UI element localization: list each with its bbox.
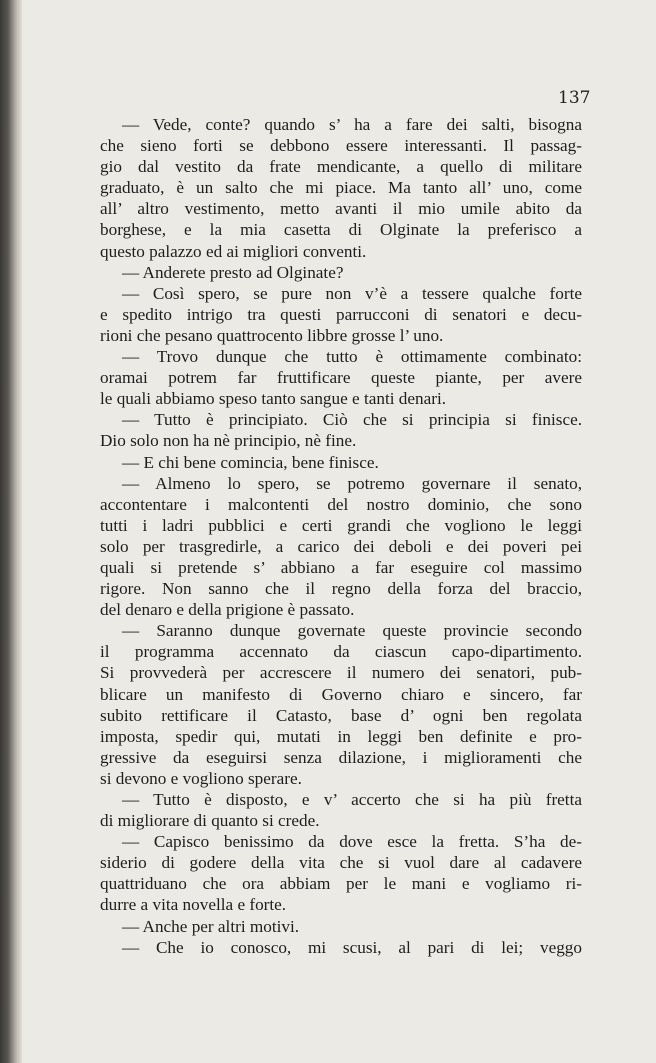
- text-line: quattriduano che ora abbiam per le mani e vogliamo ri-: [100, 874, 582, 894]
- text-line: accontentare i malcontenti del nostro dominio, che sono: [100, 494, 582, 514]
- text-line: si devono e vogliono sperare.: [100, 768, 302, 788]
- text-line: — Vede, conte? quando s’ ha a fare dei salti, bisogna: [122, 115, 582, 134]
- text-line: le quali abbiamo speso tanto sangue e tanti denari.: [100, 389, 447, 409]
- text-line: tutti i ladri pubblici e certi grandi che vogliono le leggi: [100, 515, 582, 535]
- text-line: — Capisco benissimo da dove esce la fretta. S’ha de-: [122, 832, 582, 852]
- text-line: gressive da eseguirsi senza dilazione, i miglioramenti che: [100, 747, 582, 767]
- text-line: subito rettificare il Catasto, base d’ ogni ben regolata: [100, 705, 582, 725]
- text-line: Si provvederà per accrescere il numero dei senatori, pub-: [100, 663, 582, 683]
- text-line: — Così spero, se pure non v’è a tessere qualche forte: [122, 283, 582, 303]
- text-line: gio dal vestito da frate mendicante, a quello di militare: [100, 157, 582, 177]
- text-line: rioni che pesano quattrocento libbre grosse l’ uno.: [100, 325, 444, 345]
- text-line: il programma accennato da ciascun capo-dipartimento.: [100, 642, 582, 662]
- text-line: del denaro e della prigione è passato.: [100, 600, 355, 620]
- page-number: 137: [558, 88, 591, 108]
- text-line: — Almeno lo spero, se potremo governare il senato,: [122, 473, 582, 493]
- text-line: e spedito intrigo tra questi parrucconi di senatori e decu-: [100, 304, 582, 324]
- text-line: siderio di godere della vita che si vuol dare al cadavere: [100, 853, 582, 873]
- text-line: all’ altro vestimento, metto avanti il mio umile abito da: [100, 199, 582, 219]
- text-line: — Che io conosco, mi scusi, al pari di lei; veggo: [122, 937, 582, 957]
- text-line: imposta, spedir qui, mutati in leggi ben definite e pro-: [100, 726, 582, 746]
- text-line: Dio solo non ha nè principio, nè fine.: [100, 431, 357, 451]
- book-page: [22, 0, 656, 1063]
- text-line: solo per trasgredirle, a carico dei deboli e dei poveri pei: [100, 536, 582, 556]
- page-body-text: [100, 114, 582, 958]
- text-line: di migliorare di quanto si crede.: [100, 811, 320, 831]
- text-line: graduato, è un salto che mi piace. Ma tanto all’ uno, come: [100, 178, 582, 198]
- text-line: blicare un manifesto di Governo chiaro e sincero, far: [100, 684, 582, 704]
- text-line: — Trovo dunque che tutto è ottimamente combinato:: [122, 347, 582, 367]
- text-line: questo palazzo ed ai migliori conventi.: [100, 241, 367, 261]
- text-line: oramai potrem far fruttificare queste piante, per avere: [100, 368, 582, 388]
- text-line: quali si pretende s’ abbiano a far eseguire col massimo: [100, 557, 582, 577]
- book-spine-shadow: [0, 0, 22, 1063]
- text-line: borghese, e la mia casetta di Olginate la preferisco a: [100, 220, 582, 240]
- text-line: rigore. Non sanno che il regno della forza del braccio,: [100, 579, 582, 599]
- text-line: che sieno forti se debbono essere interessanti. Il passag-: [100, 136, 582, 156]
- text-line: durre a vita novella e forte.: [100, 895, 287, 915]
- text-line: — Tutto è disposto, e v’ accerto che si ha più fretta: [122, 790, 582, 809]
- text-line: — Saranno dunque governate queste provincie secondo: [122, 621, 582, 641]
- text-line: — Anche per altri motivi.: [122, 916, 300, 936]
- text-line: — E chi bene comincia, bene finisce.: [122, 452, 379, 472]
- text-line: — Anderete presto ad Olginate?: [122, 262, 344, 282]
- text-line: — Tutto è principiato. Ciò che si principia si finisce.: [122, 410, 582, 430]
